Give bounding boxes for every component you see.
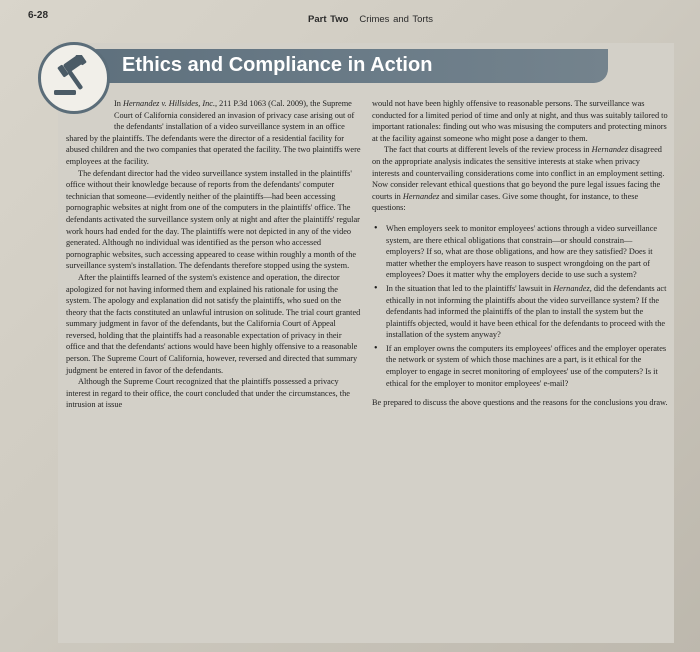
right-column — [372, 98, 668, 409]
feature-title: Ethics and Compliance in Action — [122, 54, 433, 76]
page-number: 6-28 — [28, 10, 49, 21]
question-item: • When employers seek to monitor employees' actions through a video surveillance system, are there ethical obligations that constrain—or should constrain—employers? If so, what are those obligations, and how are they satisfied? Does it matter whether the employers have reason to suspect wrongdoing on the part of employees? Does it matter why the employers decide to use such a system? — [372, 223, 668, 281]
paragraph-5: would not have been highly offensive to reasonable persons. The surveillance was conducted for a limited period of time and only at night, and thus was suitably tailored to important rationales: finding out who was misusing the computers and protecting minors at the facility against someone who might pose a danger to them. — [372, 99, 668, 143]
running-head — [308, 14, 433, 25]
running-head-part: Part Two — [308, 14, 349, 25]
paragraph-3: After the plaintiffs learned of the system's existence and operation, the director apologized for not having informed them and explained his rationale for using the system. The apology and explanation did not satisfy the plaintiffs, who sued on the theory that the facts constituted an unlawful intrusion on solitude. The trial court granted summary judgment in favor of the defendants, but the California Court of Appeal reversed, holding that the plaintiffs had a reasonable expectation of privacy in their office and that the defendants' actions would have been highly offensive to a reasonable person. The Supreme Court of California, however, reversed and directed that summary judgment be entered in favor of the defendants. — [66, 272, 361, 375]
feature-banner — [58, 49, 608, 83]
paragraph-6-text-a: The fact that courts at different levels of the review process in — [384, 145, 592, 155]
question-item: • If an employer owns the computers its employees' offices and the employer operates the network or system of which those machines are a part, is it ethical for the employer to engage in secret monitoring of employees' use of the computers? Is it ethical for the employer to monitor employees' e-mail? — [372, 343, 668, 389]
case-name: Hernandez — [553, 283, 590, 293]
question-text-a: In the situation that led to the plaintiffs' lawsuit in — [386, 283, 554, 293]
paragraph-6-text-b: disagreed on the appropriate analysis indicates the sensitive interests at stake when privacy interests and countervailing considerations come into conflict in an employment setting. Now consider relevant ethical questions that go beyond the pure legal issues facing the courts in — [372, 145, 665, 201]
case-name: Hernandez — [402, 191, 440, 201]
paragraph-1-text: , 211 P.3d 1063 (Cal. 2009), the Supreme Court of California considered an invasion of privacy case arising out of the defendants' installation of a video surveillance system in an office shared by the plaintiffs. The defendants were the director of a residential facility for abused children and the two companies that operated the facility. The two plaintiffs were employees at the facility. — [66, 99, 361, 166]
closing-paragraph: Be prepared to discuss the above questions and the reasons for the conclusions you draw. — [372, 398, 668, 408]
case-name: Hernandez v. Hillsides, Inc. — [123, 99, 216, 108]
paragraph-2: The defendant director had the video surveillance system installed in the plaintiffs' office without their knowledge because of reports from the defendants' computer technician that someone—evidently neither of the plaintiffs—had been accessing pornographic websites at night from one of the computers in the plaintiffs' office. The defendants activated the surveillance system only at night and after the plaintiffs' regular work hours had ended for the day. The plaintiffs were not depicted in any of the video generated. Although no individual was identified as the person who accessed pornographic websites, such accessing appeared to cease within roughly a month of the surveillance system's installation. The defendants therefore stopped using the system. — [66, 168, 360, 271]
paragraph-6 — [372, 144, 668, 214]
drop-indent — [66, 98, 114, 130]
question-text-b: , did the defendants act ethically in not informing the plaintiffs about the video surveillance system? If the defendants had informed the plaintiffs of the plan to install the system but the plaintiffs objected, would it have been ethical for the defendants to proceed with the installation of the system anyway? — [386, 283, 667, 340]
running-head-section: Crimes and Torts — [359, 14, 433, 25]
paragraph-1: In Hernandez v. Hillsides, Inc., 211 P.3d 1063 (Cal. 2009), the Supreme Court of California considered an invasion of privacy case arising out of the defendants' installation of a video surveillance system in an office shared by the plaintiffs. The defendants were the director of a residential facility for abused children and the two companies that operated the facility. The two plaintiffs were employees at the facility. — [66, 99, 361, 166]
gavel-icon — [50, 55, 94, 97]
left-column — [66, 98, 362, 411]
question-list — [372, 223, 668, 389]
paragraph-4: Although the Supreme Court recognized that the plaintiffs possessed a privacy interest in regard to their office, the court concluded that under the circumstances, the intrusion at issue — [66, 377, 350, 410]
paragraph-6-text-c: and similar cases. Give some thought, for instance, to these questions: — [372, 191, 639, 213]
case-name: Hernandez — [591, 145, 629, 155]
question-item — [372, 283, 668, 341]
